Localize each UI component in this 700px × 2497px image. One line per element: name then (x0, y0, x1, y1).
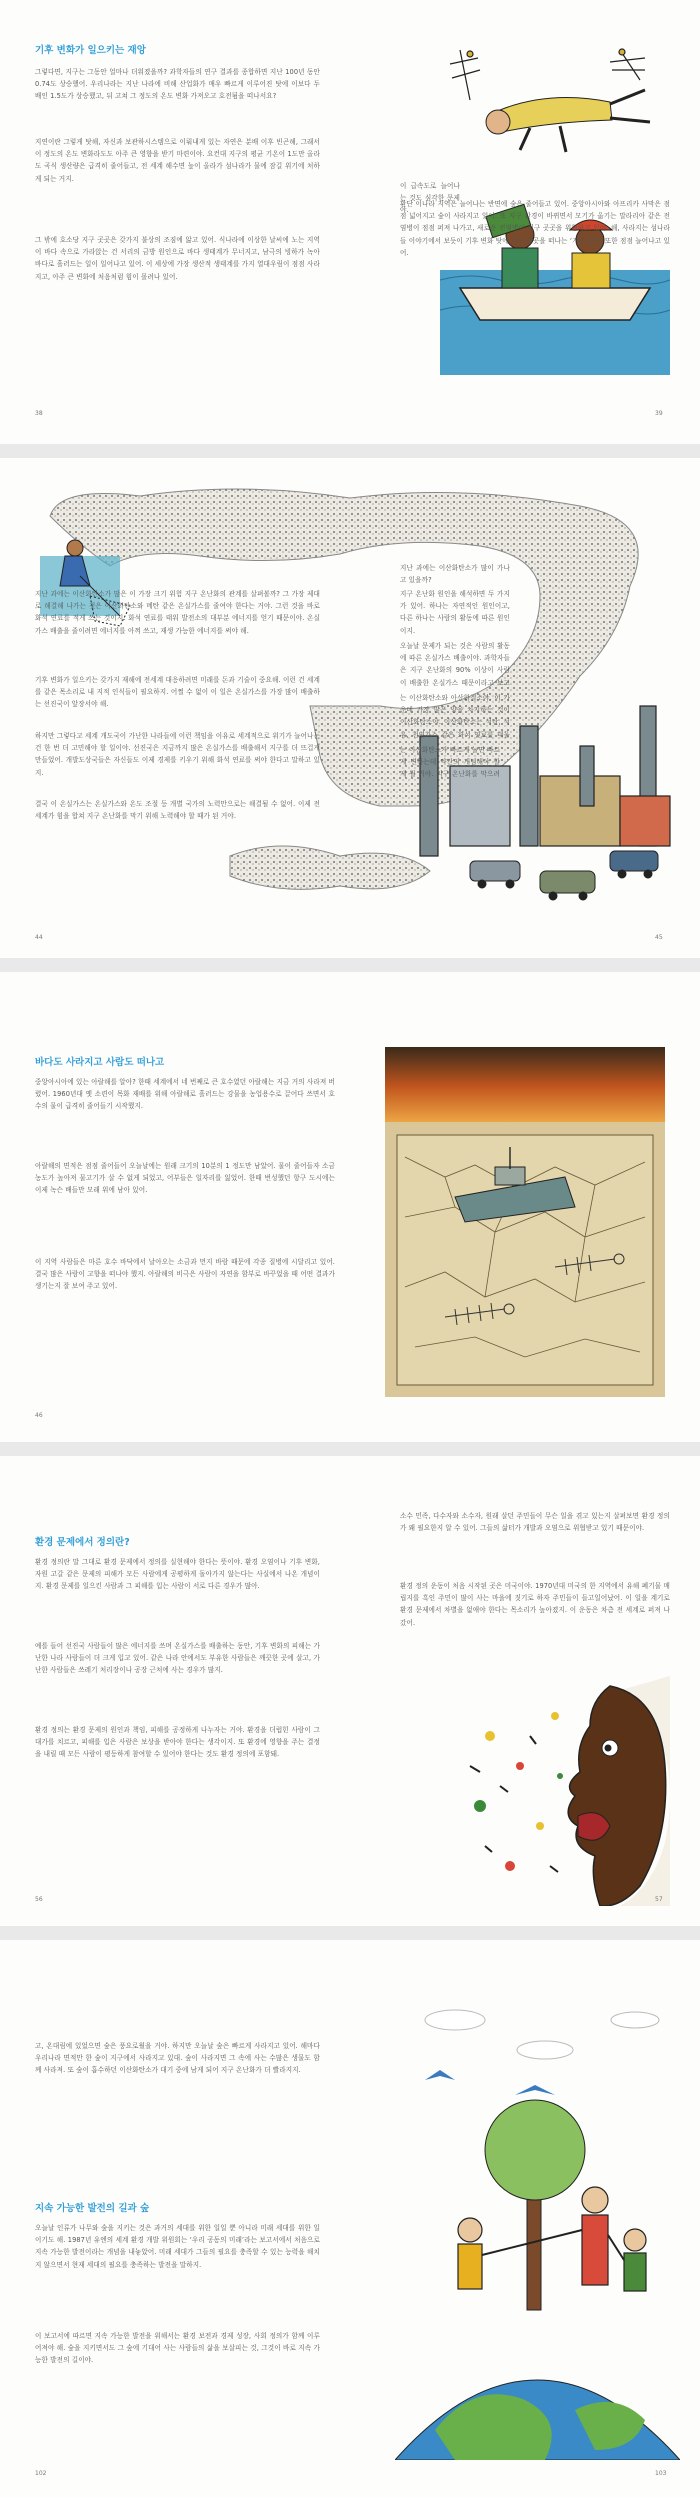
page-56-paragraph: 환경 정의는 환경 문제의 원인과 책임, 피해를 공정하게 나누자는 거야. 환경을 더럽힌 사람이 그 대가를 치르고, 피해를 입은 사람은 보상을 받아야 한다는 생각이지. 또 환경에 영향을 주는 결정을 내릴 때 모든 사람이 평등하게 참여할 수 있어야 한다는 것도 환경 정의에 포함돼. (35, 1726, 320, 1759)
section-heading-environmental-justice: 환경 문제에서 정의란? (35, 1537, 130, 1548)
page-46-paragraph: 이 지역 사람들은 마른 호수 바닥에서 날아오는 소금과 먼지 바람 때문에 각종 질병에 시달리고 있어. 결국 많은 사람이 고향을 떠나야 했지. 아랄해의 비극은 사람이 자연을 함부로 바꾸었을 때 어떤 결과가 생기는지 잘 보여 주고 있어. (35, 1258, 335, 1291)
illustration-face-pollution (450, 1676, 670, 1906)
spread-separator (0, 958, 700, 972)
page-number: 103 (655, 2470, 667, 2477)
page-number: 102 (35, 2470, 47, 2477)
spread-separator (0, 1442, 700, 1456)
section-heading-aral-sea: 바다도 사라지고 사람도 떠나고 (35, 1057, 165, 1068)
illustration-dried-aral-sea (385, 1047, 665, 1397)
spread-46 (0, 972, 700, 1442)
page-number: 56 (35, 1896, 43, 1903)
spread-separator (0, 1926, 700, 1940)
spread-102-103 (0, 1940, 700, 2497)
page-102-section-paragraph: 이 보고서에 따르면 지속 가능한 발전을 위해서는 환경 보전과 경제 성장, 사회 정의가 함께 이루어져야 해. 숲을 지키면서도 그 숲에 기대어 사는 사람들의 삶을 보살피는 것, 그것이 바로 지속 가능한 발전의 길이야. (35, 2332, 320, 2365)
illustration-family-earth (395, 2000, 680, 2460)
page-45-paragraph: 오늘날 문제가 되는 것은 사람의 활동에 따른 온실가스 배출이야. 과학자들은 지구 온난화의 90% 이상이 사람이 배출한 온실가스 때문이라고 보고 (400, 642, 510, 687)
page-number: 39 (655, 410, 663, 417)
page-44-paragraph: 결국 이 온실가스는 온실가스와 온도 조절 등 개별 국가의 노력만으로는 해결될 수 없어. 이제 전 세계가 힘을 합쳐 지구 온난화를 막기 위해 노력해야 할 때가 된 거야. (35, 800, 320, 821)
page-number: 44 (35, 934, 43, 941)
page-39-paragraph: 이 급속도로 늘어나는 것도 심각한 문제야. (400, 182, 460, 215)
page-39-paragraph: 환단 이나라 지역은 늘어나는 반면에 숲은 줄어들고 있어. 중앙아시아와 아프리카 사막은 점점 넓어지고 숲이 사라지고 있어. 또 지구 환경이 바뀌면서 모기가 옮기는 말라리아 같은 전염병이 점점 퍼져 나가고, 새로운 전염병이 지구 곳곳을 위협하고 있어. 해, 사라지는 섬나라들 이야기에서 보듯이 기후 변화 탓에 지구 곳곳을 떠나는 ‘기후 난민’ 또한 점점 늘어나고 있어. (400, 200, 670, 257)
page-57-paragraph: 소수 민족, 다수자와 소수자, 원래 살던 주민들이 무슨 일을 겪고 있는지 살펴보면 환경 정의가 왜 필요한지 알 수 있어. 그들의 삶터가 개발과 오염으로 위협받고 있기 때문이야. (400, 1512, 670, 1533)
spread-44-45 (0, 458, 700, 958)
page-57-paragraph: 환경 정의 운동이 처음 시작된 곳은 미국이야. 1970년대 미국의 한 지역에서 유해 폐기물 매립지를 흑인 주민이 많이 사는 마을에 짓기로 하자 주민들이 들고일어났어. 이 일을 계기로 환경 문제에서 차별을 없애야 한다는 목소리가 높아졌지. 이 운동은 차츰 전 세계로 퍼져 나갔어. (400, 1582, 670, 1627)
page-number: 38 (35, 410, 43, 417)
page-number: 46 (35, 1412, 43, 1419)
page-38-paragraph: 그 밖에 호소당 지구 곳곳은 갖가지 불상의 조짐에 앓고 있어. 식나라에 이상한 날씨에 노는 지역이 바다 속으로 가라앉는 건 서리의 금방 원인으로 바다 생태계가 무너지고, 남극의 빙하가 녹아 바다로 흘러드는 일이 일어나고 있어. 이 세상에 가장 생산적 생태계를 가지 열대우림이 점점 사라지고, 아주 큰 변화에 처음처럼 힘이 몰려나 있어. (35, 236, 320, 281)
spread-56-57 (0, 1456, 700, 1926)
page-56-paragraph: 예를 들어 선진국 사람들이 많은 에너지를 쓰며 온실가스를 배출하는 동안, 기후 변화의 피해는 가난한 나라 사람들이 더 크게 입고 있어. 같은 나라 안에서도 부유한 사람들은 깨끗한 곳에 살고, 가난한 사람들은 쓰레기 처리장이나 공장 근처에 사는 경우가 많지. (35, 1642, 320, 1675)
page-45-paragraph: 는 이산화탄소가 빠르게 늘면 빠르게 변하는데 약간의 개념해야 할 게 될 거야. 지구 온난화를 막으려 (400, 746, 500, 779)
page-44-paragraph: 지난 과에는 이산화탄소가 많은 이 가장 크기 위험 지구 온난화의 관계를 살펴볼까? 그 가장 제대로 해결해 나가는 것은 이산화탄소와 메탄 같은 온실가스를 줄여야 한다는 거야. 그런 것을 바로 화석 연료를 적게 쓰는 것이지. 화석 연료를 태워 발전소의 대부분 에너지를 얻기 때문이야. 온실가스 배출을 줄이려면 에너지를 아껴 쓰고, 재생 가능한 에너지를 써야 해. (35, 590, 320, 635)
page-45-paragraph: 는 이산화탄소와 아산화질소야. 이 가운데 가장 많은 양을 차지하는 것이 이산화탄소야. 이산화탄소는 석탄, 석유, 천연가스 같은 화석 연료를 태울 (400, 694, 510, 739)
page-number: 57 (655, 1896, 663, 1903)
page-38-paragraph: 그렇다면, 지구는 그동안 얼마나 더워졌을까? 과학자들의 연구 결과를 종합하면 지난 100년 동안 0.74도 상승했어. 우리나라는 지난 나라에 비해 산업화가 매우 빠르게 이루어진 탓에 이보다 두 배인 1.5도가 상승했고, 뒤 고쳐 그 정도의 온도 변화 가져오고 호전됨을 떠나서요? (35, 68, 320, 101)
spread-38-39 (0, 0, 700, 444)
page-102-section-paragraph: 오늘날 인류가 나무와 숲을 지키는 것은 과거의 세대를 위한 일일 뿐 아니라 미래 세대를 위한 일이기도 해. 1987년 유엔의 세계 환경 개발 위원회는 ‘우리 공동의 미래’라는 보고서에서 처음으로 지속 가능한 발전이라는 개념을 내놓았어. 미래 세대가 그들의 필요를 충족할 수 있는 능력을 해치지 않으면서 현재 세대의 필요를 충족하는 발전을 말하지. (35, 2224, 320, 2269)
page-56-paragraph: 환경 정의란 말 그대로 환경 문제에서 정의를 실현해야 한다는 뜻이야. 환경 오염이나 기후 변화, 자원 고갈 같은 문제의 피해가 모든 사람에게 공평하게 돌아가지 않는다는 사실에서 나온 개념이지. 환경 문제를 일으킨 사람과 그 피해를 입는 사람이 서로 다른 경우가 많아. (35, 1558, 320, 1591)
page-38-paragraph: 지연이란 그렇게 탓해, 자신과 보관하시스템으로 이뤄내게 있는 자연은 분배 이후 빈곤해, 그래서 이 정도의 온도 변화라도도 아주 큰 영향을 받기 마련이야. 요컨대 지구의 평균 기온이 1도만 올라도 곡식 생산량은 급격히 줄어들고, 전 세계 해수면 높이 올라가 섬나라가 물에 잠길 위기에 처하게 되는 거지. (35, 138, 320, 183)
page-102-paragraph: 고, 온대림에 있었으면 숲은 풍요로웠을 거야. 하지만 오늘날 숲은 빠르게 사라지고 있어. 해마다 우리나라 면적만 한 숲이 지구에서 사라지고 있대. 숲이 사라지면 그 속에 사는 수많은 생물도 함께 사라져. 또 숲이 흡수하던 이산화탄소가 대기 중에 남게 되어 지구 온난화가 더 빨라지지. (35, 2042, 320, 2075)
page-number: 45 (655, 934, 663, 941)
page-44-paragraph: 하지만 그렇다고 세계 개도국이 가난한 나라들에 이런 책임을 이유로 세계적으로 위기가 늘어나는 건 한 번 더 고민해야 할 일이야. 선진국은 지금까지 많은 온실가스를 배출해서 지구를 더 뜨겁게 만들었어. 개발도상국들은 자신들도 이제 경제를 키우기 위해 화석 연료를 써야 한다고 말하고 있지. (35, 732, 320, 777)
section-heading-sustainable-development: 지속 가능한 발전의 길과 숲 (35, 2203, 150, 2214)
page-46-paragraph: 중앙아시아에 있는 아랄해를 알아? 한때 세계에서 네 번째로 큰 호수였던 아랄해는 지금 거의 사라져 버렸어. 1960년대 옛 소련이 목화 재배를 위해 아랄해로 흘러드는 강물을 농업용수로 끌어다 쓰면서 호수의 물이 급격히 줄어들기 시작했지. (35, 1078, 335, 1111)
page-44-paragraph: 기후 변화가 일으키는 갖가지 재해에 전세계 대응하려면 미래를 돈과 기술이 중요해. 이런 건 세계를 같은 목소리로 내 지적 인식들이 필요하지. 어쩔 수 없이 이 일은 온실가스를 가장 많이 배출하는 선진국이 앞장서야 해. (35, 676, 320, 709)
spread-separator (0, 444, 700, 458)
page-45-paragraph: 지구 온난화 원인을 해석하면 두 가지가 있어. 하나는 자연적인 원인이고, 다른 하나는 사람의 활동에 따른 원인이지. (400, 590, 510, 635)
page-46-paragraph: 아랄해의 면적은 점점 줄어들어 오늘날에는 원래 크기의 10분의 1 정도만 남았어. 물이 줄어들자 소금 농도가 높아져 물고기가 살 수 없게 되었고, 어부들은 일자리를 잃었어. 한때 번성했던 항구 도시에는 이제 녹슨 배들만 모래 위에 남아 있어. (35, 1162, 335, 1195)
section-heading-climate-disaster: 기후 변화가 일으키는 재앙 (35, 45, 146, 56)
page-45-paragraph: 지난 과에는 이산화탄소가 많이 가나고 있을까? (400, 564, 510, 585)
